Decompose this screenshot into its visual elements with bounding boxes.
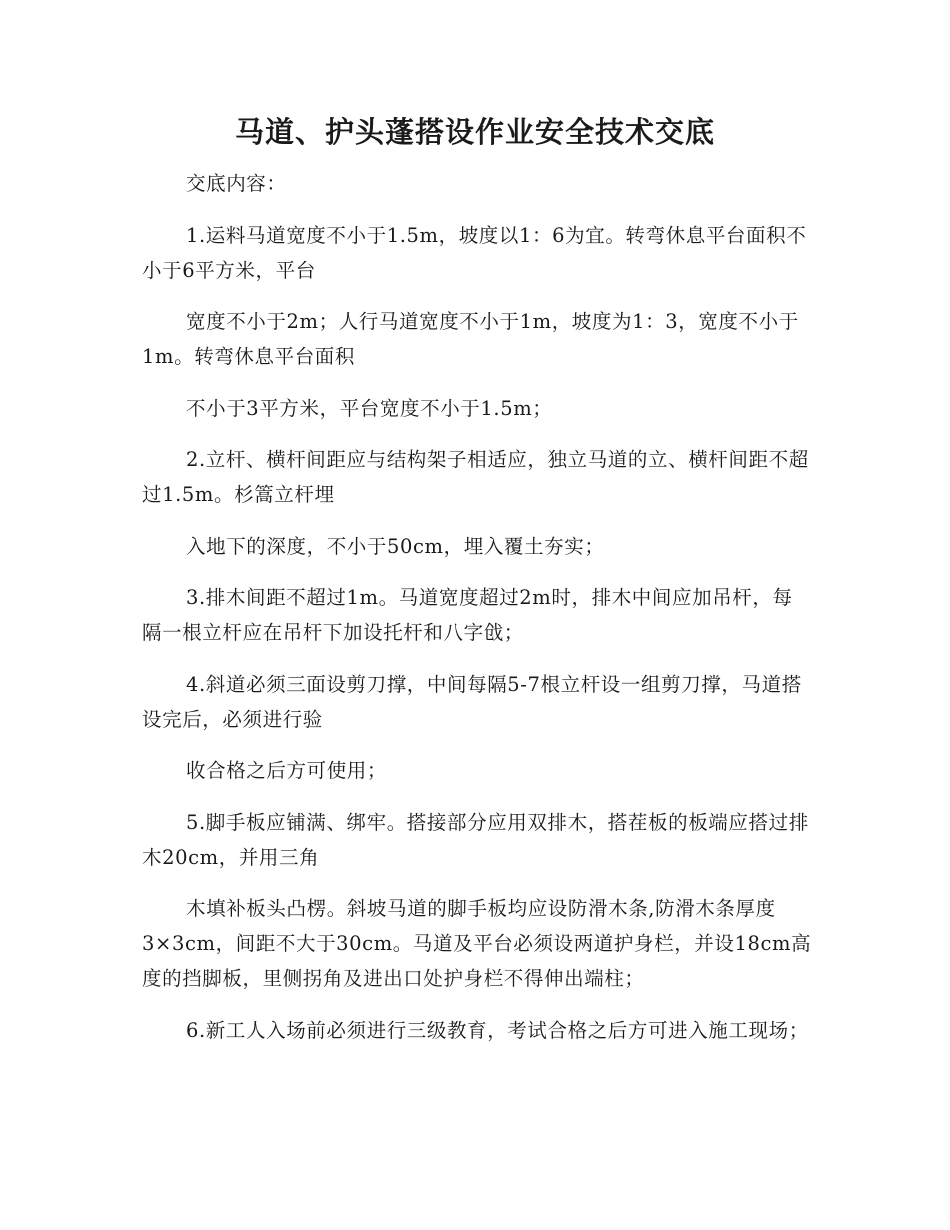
paragraph-item-1a: 1.运料马道宽度不小于1.5m，坡度以1：6为宜。转弯休息平台面积不小于6平方米，平台 [142, 223, 807, 282]
paragraph-item-2b: 入地下的深度，不小于50cm，埋入覆土夯实； [186, 534, 605, 558]
paragraph-item-2a: 2.立杆、横杆间距应与结构架子相适应，独立马道的立、横杆间距不超过1.5m。杉篙立杆埋 [142, 448, 809, 506]
paragraph-item-5b: 木填补板头凸楞。斜坡马道的脚手板均应设防滑木条,防滑木条厚度3×3cm，间距不大于30cm。马道及平台必须设两道护身栏，并设18cm高度的挡脚板，里侧拐角及进出口处护身栏不得伸出端柱； [142, 897, 812, 990]
document-body [142, 166, 812, 1064]
paragraph-item-1c: 不小于3平方米，平台宽度不小于1.5m； [186, 396, 553, 420]
paragraph-intro: 交底内容： [186, 172, 287, 195]
paragraph-item-5a: 5.脚手板应铺满、绑牢。搭接部分应用双排木，搭茬板的板端应搭过排木20cm，并用三角 [142, 810, 809, 869]
paragraph-item-6: 6.新工人入场前必须进行三级教育，考试合格之后方可进入施工现场； [186, 1018, 809, 1042]
paragraph-item-4b: 收合格之后方可使用； [186, 759, 388, 782]
paragraph-item-3: 3.排木间距不超过1m。马道宽度超过2m时，排木中间应加吊杆，每隔一根立杆应在吊杆下加设托杆和八字戗； [142, 586, 793, 644]
paragraph-item-1b: 宽度不小于2m；人行马道宽度不小于1m，坡度为1：3，宽度不小于1m。转弯休息平台面积 [142, 310, 799, 368]
document-title: 马道、护头蓬搭设作业安全技术交底 [234, 115, 715, 149]
paragraph-item-4a: 4.斜道必须三面设剪刀撑，中间每隔5-7根立杆设一组剪刀撑，马道搭设完后，必须进行验 [142, 672, 802, 731]
